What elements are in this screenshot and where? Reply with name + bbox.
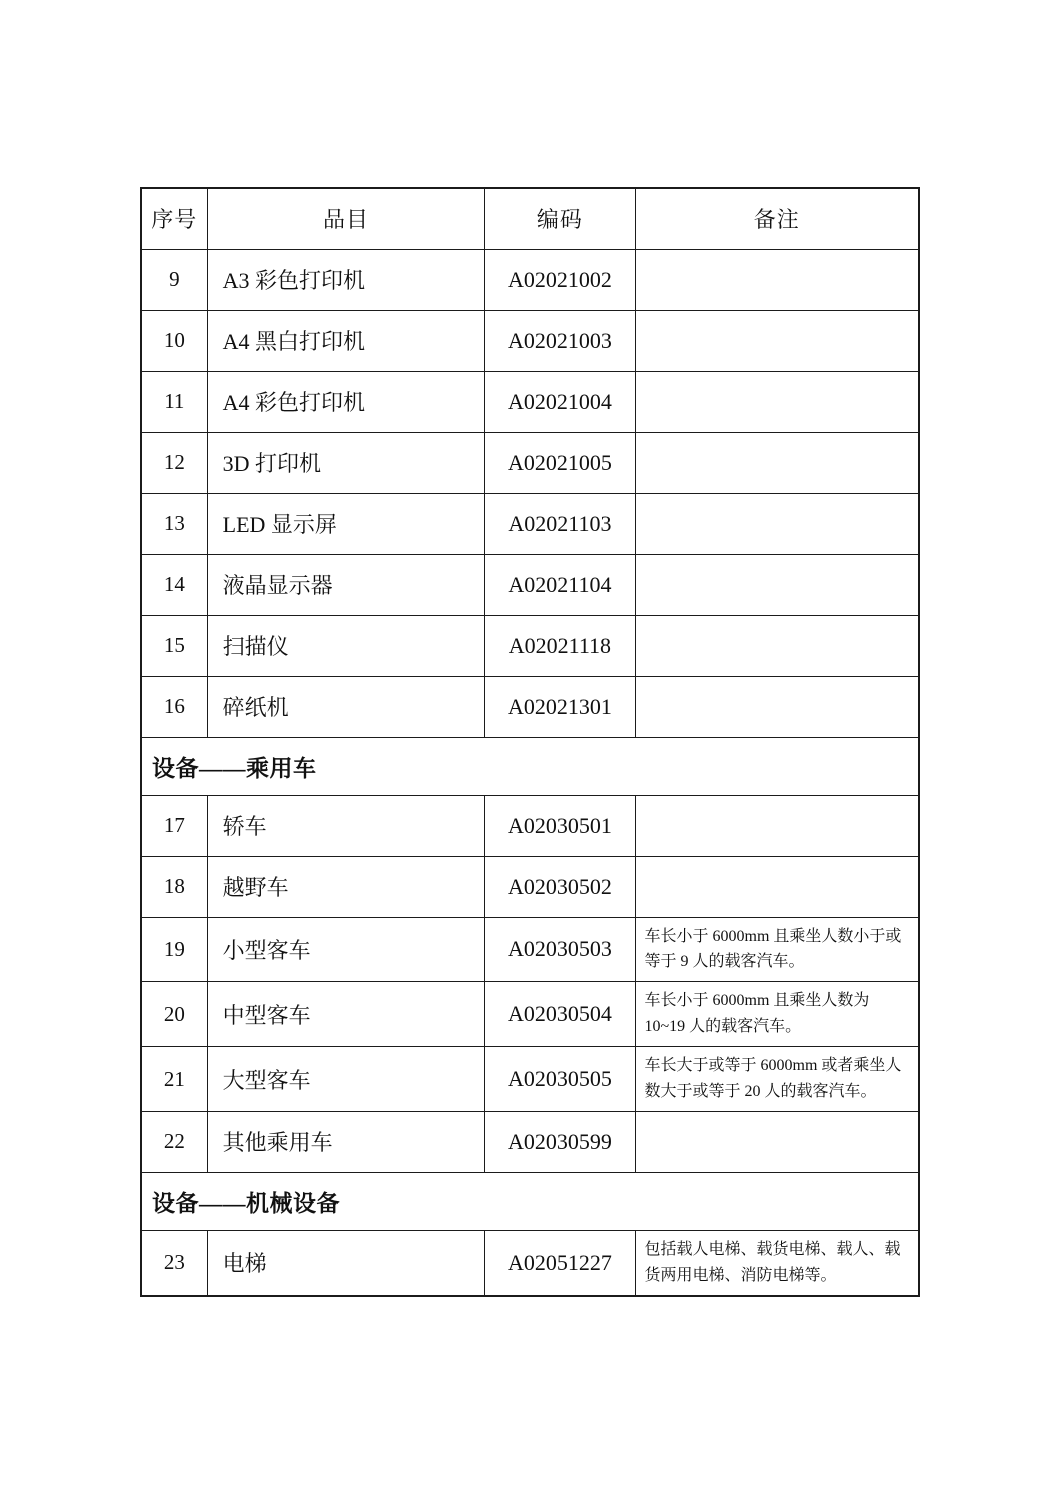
- item-name-cell: 大型客车: [207, 1047, 485, 1112]
- row-number-cell: 19: [141, 917, 207, 982]
- item-code-cell: A02030503: [485, 917, 635, 982]
- remark-cell: [635, 554, 919, 615]
- item-name-cell: 轿车: [207, 795, 485, 856]
- item-name-cell: 电梯: [207, 1230, 485, 1295]
- table-row: [141, 917, 919, 982]
- table-row: [141, 310, 919, 371]
- remark-cell: [635, 493, 919, 554]
- item-code-cell: A02021118: [485, 615, 635, 676]
- remark-cell: [635, 249, 919, 310]
- remark-cell: [635, 615, 919, 676]
- section-row: [141, 1172, 919, 1230]
- item-name-cell: A4 彩色打印机: [207, 371, 485, 432]
- item-name-cell: 碎纸机: [207, 676, 485, 737]
- row-number-cell: 16: [141, 676, 207, 737]
- row-number-cell: 14: [141, 554, 207, 615]
- row-number-cell: 13: [141, 493, 207, 554]
- item-name-cell: 越野车: [207, 856, 485, 917]
- remark-cell: [635, 310, 919, 371]
- item-name-cell: A3 彩色打印机: [207, 249, 485, 310]
- item-name-cell: 液晶显示器: [207, 554, 485, 615]
- item-name-cell: 扫描仪: [207, 615, 485, 676]
- remark-cell: [635, 1111, 919, 1172]
- row-number-cell: 21: [141, 1047, 207, 1112]
- section-header-label: 设备——乘用车: [141, 737, 919, 795]
- row-number-cell: 23: [141, 1230, 207, 1295]
- remark-cell: 包括载人电梯、载货电梯、载人、载货两用电梯、消防电梯等。: [635, 1230, 919, 1295]
- row-number-cell: 12: [141, 432, 207, 493]
- item-name-cell: LED 显示屏: [207, 493, 485, 554]
- item-name-cell: A4 黑白打印机: [207, 310, 485, 371]
- table-row: [141, 795, 919, 856]
- item-code-cell: A02030599: [485, 1111, 635, 1172]
- row-number-cell: 18: [141, 856, 207, 917]
- item-name-cell: 小型客车: [207, 917, 485, 982]
- table-row: [141, 554, 919, 615]
- item-code-cell: A02051227: [485, 1230, 635, 1295]
- table-row: [141, 856, 919, 917]
- item-code-cell: A02021005: [485, 432, 635, 493]
- section-row: [141, 737, 919, 795]
- row-number-cell: 22: [141, 1111, 207, 1172]
- table-row: [141, 615, 919, 676]
- item-code-cell: A02021103: [485, 493, 635, 554]
- column-header-code: 编码: [485, 188, 635, 249]
- table-row: [141, 493, 919, 554]
- item-code-cell: A02030504: [485, 982, 635, 1047]
- item-code-cell: A02030505: [485, 1047, 635, 1112]
- row-number-cell: 10: [141, 310, 207, 371]
- item-name-cell: 3D 打印机: [207, 432, 485, 493]
- remark-cell: [635, 432, 919, 493]
- item-code-cell: A02021003: [485, 310, 635, 371]
- section-header-label: 设备——机械设备: [141, 1172, 919, 1230]
- remark-cell: [635, 856, 919, 917]
- table-row: [141, 249, 919, 310]
- table-row: [141, 1047, 919, 1112]
- remark-cell: 车长小于 6000mm 且乘坐人数小于或等于 9 人的载客汽车。: [635, 917, 919, 982]
- remark-cell: [635, 795, 919, 856]
- item-code-cell: A02021301: [485, 676, 635, 737]
- catalog-table: [140, 187, 920, 1297]
- table-row: [141, 432, 919, 493]
- remark-cell: [635, 676, 919, 737]
- table-row: [141, 982, 919, 1047]
- item-code-cell: A02021004: [485, 371, 635, 432]
- table-row: [141, 371, 919, 432]
- column-header-no: 序号: [141, 188, 207, 249]
- table-row: [141, 1230, 919, 1295]
- row-number-cell: 20: [141, 982, 207, 1047]
- item-code-cell: A02030502: [485, 856, 635, 917]
- header-row: [141, 188, 919, 249]
- item-name-cell: 其他乘用车: [207, 1111, 485, 1172]
- item-code-cell: A02021002: [485, 249, 635, 310]
- table-header: [141, 188, 919, 249]
- row-number-cell: 17: [141, 795, 207, 856]
- row-number-cell: 9: [141, 249, 207, 310]
- row-number-cell: 15: [141, 615, 207, 676]
- column-header-remark: 备注: [635, 188, 919, 249]
- remark-cell: 车长大于或等于 6000mm 或者乘坐人数大于或等于 20 人的载客汽车。: [635, 1047, 919, 1112]
- remark-cell: [635, 371, 919, 432]
- table-body: [141, 249, 919, 1296]
- table-row: [141, 676, 919, 737]
- row-number-cell: 11: [141, 371, 207, 432]
- column-header-item: 品目: [207, 188, 485, 249]
- item-code-cell: A02021104: [485, 554, 635, 615]
- item-name-cell: 中型客车: [207, 982, 485, 1047]
- remark-cell: 车长小于 6000mm 且乘坐人数为 10~19 人的载客汽车。: [635, 982, 919, 1047]
- item-code-cell: A02030501: [485, 795, 635, 856]
- table-row: [141, 1111, 919, 1172]
